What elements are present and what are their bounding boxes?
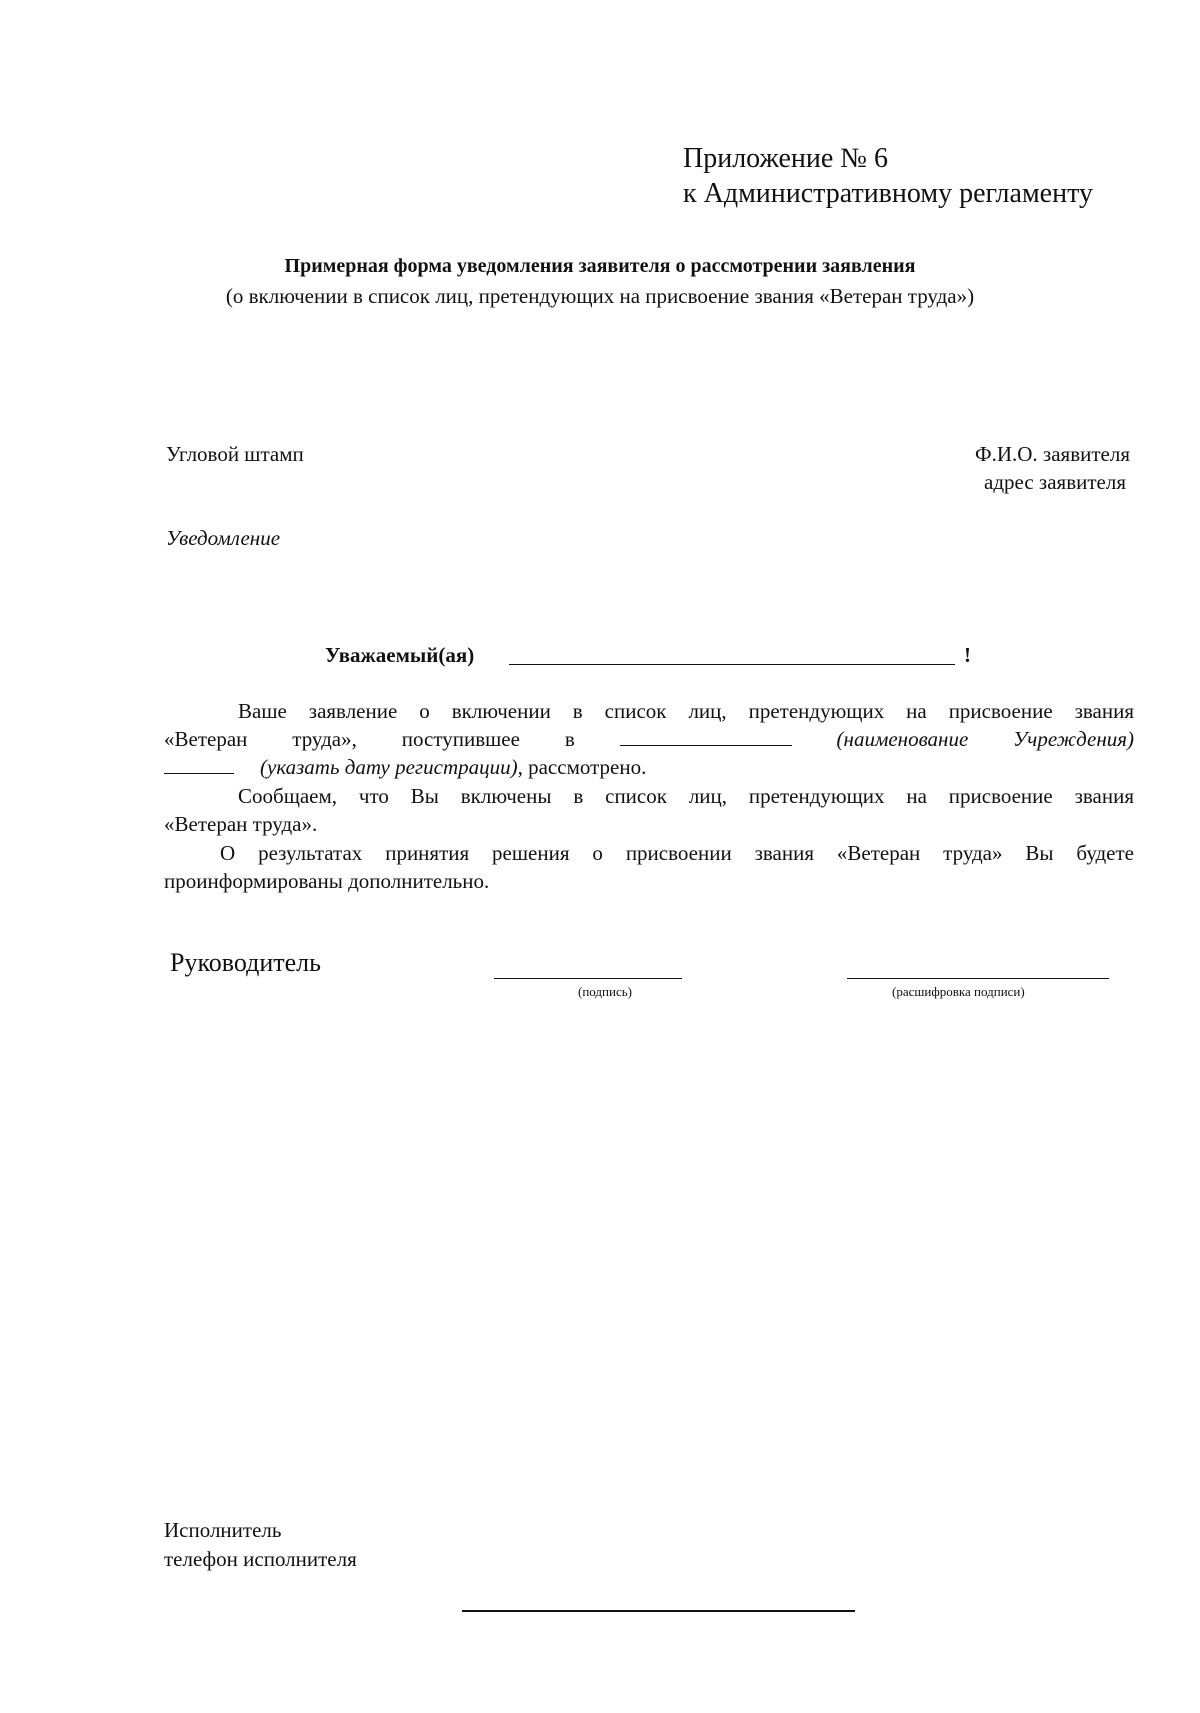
document-subtitle: (о включении в список лиц, претендующих на присвоение звания «Ветеран труда»): [225, 284, 975, 308]
bottom-divider: [462, 1610, 855, 1612]
paragraph-3-text: О результатах принятия решения о присвоении звания «Ветеран труда» Вы будете: [220, 841, 1134, 865]
appendix-number: Приложение № 6: [683, 143, 888, 174]
institution-blank: [620, 725, 792, 746]
paragraph-2-line-1: [238, 782, 1134, 810]
applicant-name-label: Ф.И.О. заявителя: [975, 442, 1130, 466]
signature-decoding-line: [847, 978, 1109, 979]
paragraph-2-text: Сообщаем, что Вы включены в список лиц, претендующих на присвоение звания: [238, 784, 1134, 808]
executor-label: Исполнитель: [164, 1518, 282, 1542]
applicant-address-label: адрес заявителя: [984, 470, 1126, 494]
paragraph-1-received: поступившее: [401, 727, 520, 751]
document-title: Примерная форма уведомления заявителя о рассмотрении заявления: [284, 255, 916, 277]
paragraph-1-veteran: «Ветеран труда»,: [164, 727, 357, 751]
greeting-exclamation: !: [964, 643, 971, 667]
paragraph-1-text: Ваше заявление о включении в список лиц, претендующих на присвоение звания: [238, 699, 1134, 723]
notice-label: Уведомление: [166, 526, 281, 550]
paragraph-1-line-1: [238, 697, 1134, 725]
appendix-regulation: к Административному регламенту: [683, 178, 1093, 209]
registration-date-blank: [164, 753, 234, 774]
head-label: Руководитель: [170, 948, 321, 977]
signature-line: [494, 978, 682, 979]
greeting-text: Уважаемый(ая): [325, 643, 475, 667]
signature-caption: (подпись): [578, 984, 632, 999]
signature-decoding-caption: (расшифровка подписи): [892, 984, 1025, 999]
paragraph-1-line-2: [164, 725, 1134, 753]
paragraph-1-considered: рассмотрено.: [528, 755, 647, 779]
paragraph-1-in: в: [564, 727, 575, 751]
executor-phone-label: телефон исполнителя: [164, 1547, 357, 1571]
paragraph-3-line-2: проинформированы дополнительно.: [164, 869, 490, 893]
recipient-name-blank: [509, 664, 955, 665]
corner-stamp-label: Угловой штамп: [166, 442, 304, 466]
paragraph-3-line-1: [220, 839, 1134, 867]
institution-hint: (наименование Учреждения): [836, 727, 1135, 751]
paragraph-1-line-3: [164, 753, 646, 781]
paragraph-2-line-2: «Ветеран труда».: [164, 812, 318, 836]
registration-date-hint: (указать дату регистрации),: [260, 755, 523, 779]
